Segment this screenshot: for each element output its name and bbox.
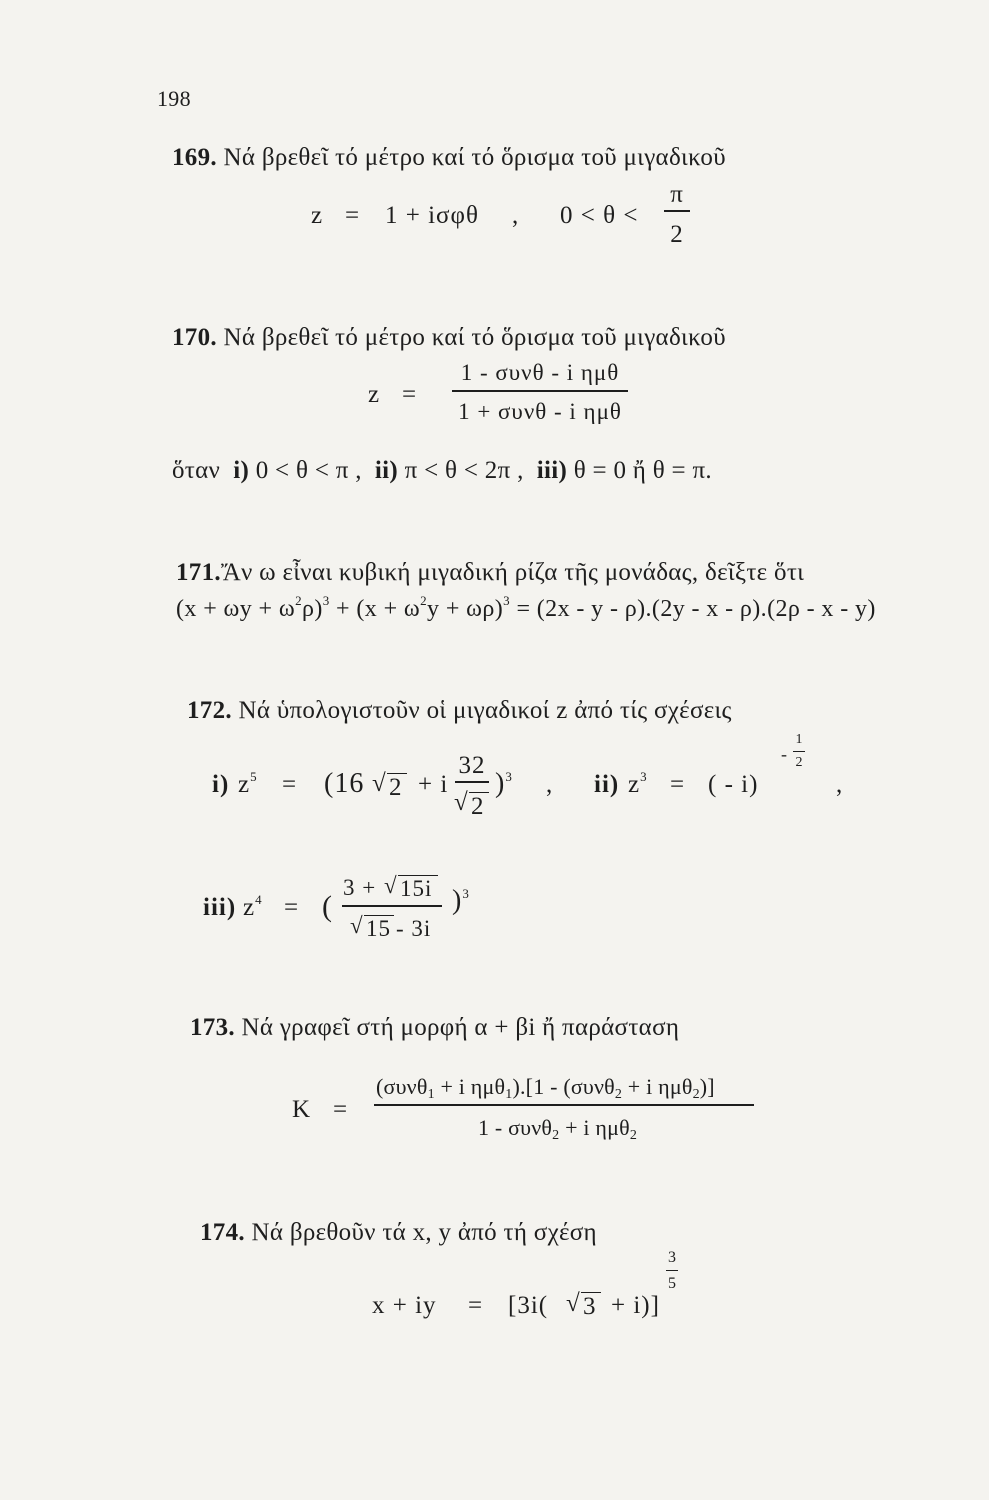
bracket-close: + i)] <box>611 1292 660 1319</box>
equals-sign: = <box>468 1292 484 1319</box>
exponent-denominator: 5 <box>668 1275 676 1292</box>
equation-lhs: $z^5$ <box>238 769 258 798</box>
problem-text: Νά γραφεῖ στή μορφή α + βi ἤ παράσταση <box>241 1014 680 1041</box>
exponent-fraction-bar <box>666 1270 678 1271</box>
problem-number: 173. <box>190 1014 235 1041</box>
bracket-open: [3i( <box>508 1292 549 1319</box>
sqrt-sign: √ <box>350 913 364 938</box>
exponent: 4 <box>255 892 263 907</box>
case-label: iii) <box>203 894 237 921</box>
case-label: i) <box>212 771 230 798</box>
case-label: i) <box>233 457 250 484</box>
angle-range: 0 < θ < <box>560 202 639 229</box>
equation-part: (x + ωy + ω <box>176 596 296 622</box>
equals-sign: = <box>345 202 361 229</box>
exponent: 2 <box>420 593 428 608</box>
problem-text: Νά βρεθοῦν τά x, y ἀπό τή σχέση <box>251 1219 597 1246</box>
equation-part: = (2x - y - ρ).(2y - x - ρ).(2ρ - x - y) <box>510 596 876 622</box>
problem-text: Νά βρεθεῖ τό μέτρο καί τό ὅρισμα τοῦ μιγαδικοῦ <box>223 144 726 171</box>
equation-lhs: $z^3$ <box>628 769 648 798</box>
sqrt-sign: √ <box>566 1290 581 1317</box>
equals-sign: = <box>333 1096 349 1123</box>
close-paren: )$^3$ <box>452 885 470 916</box>
comma: , <box>546 771 554 798</box>
problem-169-statement <box>172 145 726 170</box>
sqrt-sign: √ <box>384 873 398 898</box>
fraction-denominator-b: - 3i <box>396 916 432 941</box>
equation-lhs: K <box>292 1096 312 1123</box>
fraction-numerator: (συνθ1 + i ημθ1).[1 - (συνθ2 + i ημθ2)] <box>376 1074 715 1102</box>
fraction-bar <box>664 210 690 212</box>
fraction-bar <box>342 905 442 907</box>
fraction-denominator: 1 - συνθ2 + i ημθ2 <box>478 1115 638 1143</box>
problem-number: 172. <box>187 697 232 724</box>
problem-text: Νά ὑπολογιστοῦν οἱ μιγαδικοί z ἀπό τίς σχέσεις <box>238 697 732 724</box>
equals-sign: = <box>402 381 418 408</box>
problem-173-statement <box>190 1015 679 1040</box>
exponent-denominator: 2 <box>795 755 803 770</box>
exponent: 3 <box>640 769 648 784</box>
case-label: ii) <box>374 457 399 484</box>
fraction-numerator-a: 3 + <box>343 875 377 900</box>
case-condition: π < θ < 2π , <box>404 457 524 484</box>
open-paren: ( <box>322 890 333 923</box>
when-word: ὅταν <box>172 457 221 484</box>
case-condition: 0 < θ < π , <box>255 457 362 484</box>
equation-lhs: $z^4$ <box>243 892 263 921</box>
sqrt-sign: √ <box>454 789 469 816</box>
radicand: 2 <box>389 774 403 801</box>
exponent: 3 <box>322 593 330 608</box>
fraction-denominator: 1 + συνθ - i ημθ <box>458 399 622 424</box>
identity-equation <box>176 593 876 622</box>
fraction-bar <box>452 390 628 392</box>
fraction-numerator: 1 - συνθ - i ημθ <box>460 360 620 385</box>
fraction-bar <box>455 781 489 783</box>
comma: , <box>512 202 520 229</box>
problem-number: 174. <box>200 1219 245 1246</box>
page-number: 198 <box>157 86 191 111</box>
close-paren: )$^3$ <box>495 768 513 799</box>
cases-line <box>172 458 712 483</box>
fraction-numerator: π <box>670 181 684 208</box>
case-label: iii) <box>536 457 568 484</box>
equation-rhs: ( - i) <box>708 771 759 798</box>
problem-number: 171. <box>176 559 221 586</box>
exponent-sign: - <box>781 744 787 764</box>
equation-lhs: x + iy <box>372 1292 437 1319</box>
exponent: 2 <box>295 593 302 608</box>
case-label: ii) <box>594 771 620 798</box>
radicand: 15i <box>400 876 433 901</box>
open-paren-16: (16 <box>324 768 365 799</box>
problem-number: 169. <box>172 144 217 171</box>
exponent: 3 <box>505 769 513 784</box>
fraction-numerator: 32 <box>458 752 486 779</box>
equation-part: + (x + ω <box>329 596 421 622</box>
problem-172-statement <box>187 698 732 723</box>
exponent: 3 <box>462 886 470 901</box>
equation-part: y + ωρ) <box>427 596 504 622</box>
problem-174-statement <box>200 1220 597 1245</box>
comma: , <box>836 771 844 798</box>
radicand: 15 <box>366 916 391 941</box>
problem-number: 170. <box>172 324 217 351</box>
problem-171-statement <box>176 560 804 585</box>
exponent-fraction-bar <box>793 751 805 752</box>
equals-sign: = <box>670 771 686 798</box>
equation-lhs: z <box>368 381 381 408</box>
radicand: 2 <box>471 793 485 820</box>
exponent-numerator: 3 <box>668 1249 676 1266</box>
problem-text: Νά βρεθεῖ τό μέτρο καί τό ὅρισμα τοῦ μιγαδικοῦ <box>223 324 726 351</box>
plus-i: + i <box>418 771 449 798</box>
exponent: 3 <box>503 593 511 608</box>
sqrt-sign: √ <box>372 770 387 797</box>
radicand: 3 <box>583 1293 597 1320</box>
problem-170-statement <box>172 325 726 350</box>
case-condition: θ = 0 ἤ θ = π. <box>573 457 712 484</box>
problem-text: Ἄν ω εἶναι κυβική μιγαδική ρίζα τῆς μονάδας, δεῖξτε ὅτι <box>220 559 805 586</box>
equals-sign: = <box>282 771 298 798</box>
equation-rhs: 1 + iσφθ <box>385 202 479 229</box>
equation-lhs: z <box>311 202 324 229</box>
equation-part: ρ) <box>301 596 323 622</box>
fraction-bar <box>374 1104 754 1106</box>
fraction-denominator: 2 <box>670 221 684 248</box>
exponent-numerator: 1 <box>795 732 803 747</box>
exponent: 5 <box>250 769 258 784</box>
equals-sign: = <box>284 894 300 921</box>
